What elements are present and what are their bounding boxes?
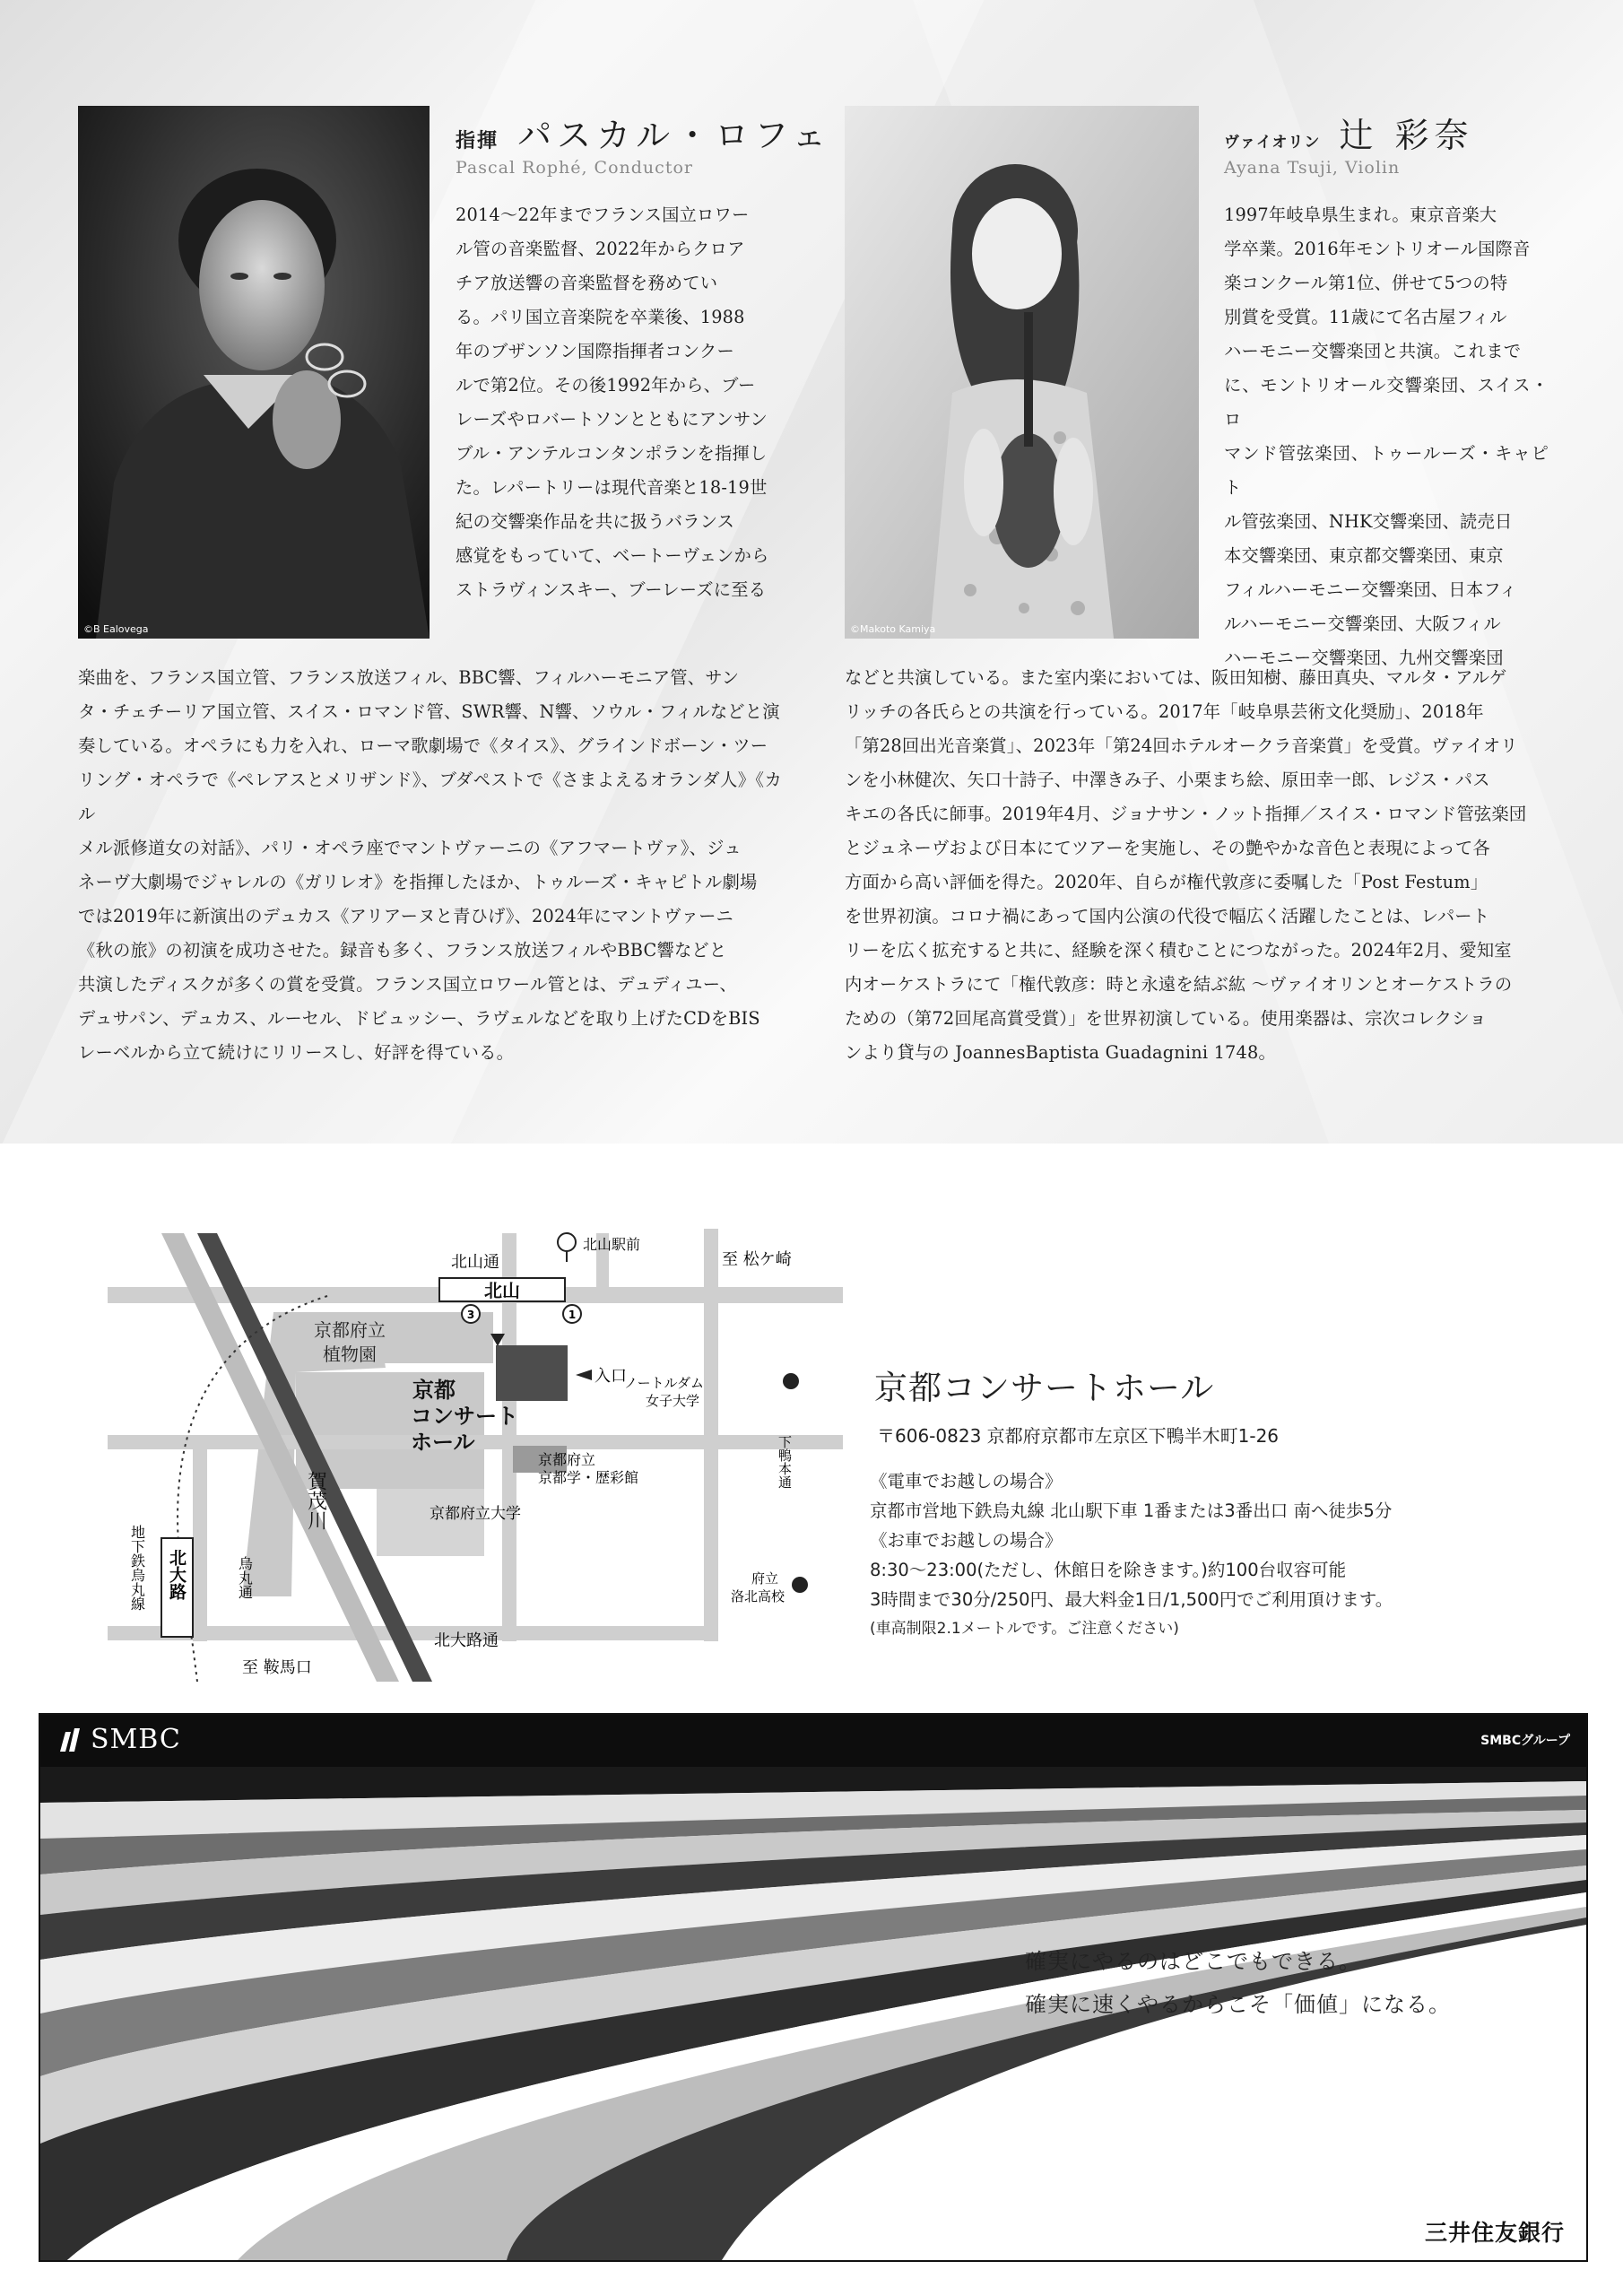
- violinist-bio-narrow: 1997年岐阜県生まれ。東京音楽大 学卒業。2016年モントリオール国際音 楽コンクール第1位、併せて5つの特 別賞を受賞。11歳にて名古屋フィル ハーモニー交響楽団と共演。これまで に、モントリオール交響楽団、スイス・ロ マンド管弦楽団、トゥールーズ・キャピト ル管弦楽団、NHK交響楽団、読売日 本交響楽団、東京都交響楽団、東京 フィルハーモニー交響楽団、日本フィ ルハーモニー交響楽団、大阪フィル ハーモニー交響楽団、九州交響楽団: [1224, 204, 1549, 668]
- ad-copy-line-1: 確実にやるのはどこでもできる。: [1025, 1949, 1361, 1974]
- smbc-group-text: SMBCグループ: [1480, 1734, 1570, 1748]
- entrance-arrow: [576, 1370, 592, 1380]
- ad-copy: [1025, 1940, 1451, 2026]
- car-height-note: (車高制限2.1メートルです。ご注意ください): [870, 1620, 1179, 1638]
- access-map: [108, 1179, 852, 1682]
- conductor-name: パスカル・ロフェ: [517, 116, 832, 155]
- concert-hall-building: [496, 1345, 568, 1401]
- notre-dame-marker: [783, 1373, 799, 1389]
- car-hours: 8:30～23:00(ただし、休館日を除きます。)約100台収容可能: [870, 1560, 1347, 1580]
- violinist-bio-wide: などと共演している。また室内楽においては、阪田知樹、藤田真央、マルタ・アルゲ リッチの各氏らとの共演を行っている。2017年「岐阜県芸術文化奨励」、2018年 「第28回出光音楽賞」、2023年「第24回ホテルオークラ音楽賞」を受賞。ヴァイオリ ンを小林健次、矢口十詩子、中澤きみ子、小栗まち絵、原田幸一郎、レジス・パス キエの各氏に師事。2019年4月、ジョナサン・ノット指揮／スイス・ロマンド管弦楽団 とジュネーヴおよび日本にてツアーを実施し、その艶やかな音色と表現によって各 方面から高い評価を得た。2020年、自らが権代敦彦に委嘱した「Post Festum」 を世界初演。コロナ禍にあって国内公演の代役で幅広く活躍したことは、レパート リーを広く拡充すると共に、経験を深く積むことにつながった。2024年2月、愛知室 内オーケストラにて「権代敦彦：時と永遠を結ぶ紘 ～ヴァイオリンとオーケストラの ための（第72回尾高賞受賞）」を世界初演している。使用楽器は、宗次コレクショ ンより貸与の JoannesBaptista Guadagnini 1748。: [845, 667, 1527, 1063]
- violinist-role: ヴァイオリン: [1224, 134, 1321, 152]
- artist-bios-section: [0, 0, 1623, 1144]
- map-label-rekisaikan-2: 京都学・歴彩館: [538, 1469, 639, 1486]
- map-label-hall-2: コンサート: [411, 1404, 518, 1429]
- car-heading: 《お車でお越しの場合》: [870, 1530, 1063, 1551]
- map-label-kitaoji-dori: 北大路通: [434, 1631, 499, 1650]
- map-label-kamo-river: 賀茂川: [304, 1471, 327, 1530]
- map-label-hall-1: 京都: [412, 1378, 456, 1403]
- station-front-marker: [558, 1233, 576, 1251]
- conductor-portrait-image: [78, 106, 430, 639]
- conductor-romanized-name: Pascal Rophé, Conductor: [456, 158, 693, 178]
- access-section: [0, 1144, 1623, 1704]
- conductor-photo: [78, 106, 430, 639]
- map-label-kitayama: 北山: [484, 1280, 520, 1301]
- venue-address: 〒606-0823 京都府京都市左京区下鴨半木町1-26: [877, 1425, 1280, 1447]
- conductor-heading: [456, 108, 831, 157]
- map-label-notre-dame-2: 女子大学: [645, 1393, 699, 1409]
- violinist-photo: [845, 106, 1199, 639]
- ad-header-bar: [40, 1715, 1586, 1767]
- access-directions: [870, 1466, 1393, 1644]
- map-label-botanical-2: 植物園: [323, 1344, 377, 1365]
- bank-name: 三井住友銀行: [1424, 2220, 1565, 2246]
- map-label-rekisaikan-1: 京都府立: [538, 1451, 596, 1468]
- venue-name: 京都コンサートホール: [874, 1369, 1215, 1407]
- map-label-notre-dame-1: ノートルダム: [624, 1375, 704, 1391]
- map-label-prefectural-univ: 京都府立大学: [430, 1505, 521, 1523]
- violinist-photo-credit: ©Makoto Kamiya: [850, 623, 936, 635]
- map-label-exit-3: 3: [466, 1309, 475, 1321]
- smbc-logo-text: SMBC: [91, 1724, 181, 1755]
- shimogamo-road: [704, 1229, 718, 1641]
- conductor-bio-wide: 楽曲を、フランス国立管、フランス放送フィル、BBC響、フィルハーモニア管、サン タ・チェチーリア国立管、スイス・ロマンド管、SWR響、N響、ソウル・フィルなどと演 奏している。オペラにも力を入れ、ローマ歌劇場で《タイス》、グラインドボーン・ツー リング・オペラで《ペレアスとメリザンド》、ブダペストで《さまよえるオランダ人》《カル メル派修道女の対話》、パリ・オペラ座でマントヴァーニの《アフマートヴァ》、ジュ ネーヴ大劇場でジャレルの《ガリレオ》を指揮したほか、トゥルーズ・キャピトル劇場 では2019年に新演出のデュカス《アリアーヌと青ひげ》、2024年にマントヴァーニ 《秋の旅》の初演を成功させた。録音も多く、フランス放送フィルやBBC響などと 共演したディスクが多くの賞を受賞。フランス国立ロワール管とは、デュディユー、 デュサパン、デュカス、ルーセル、ドビュッシー、ラヴェルなどを取り上げたCDをBIS レーベルから立て続けにリリースし、好評を得ている。: [78, 667, 782, 1063]
- car-fees: 3時間まで30分/250円、最大料金1日/1,500円でご利用頂けます。: [870, 1589, 1393, 1610]
- rakuhoku-marker: [792, 1577, 808, 1593]
- violinist-romanized-name: Ayana Tsuji, Violin: [1224, 158, 1401, 178]
- map-label-rakuhoku-2: 洛北高校: [730, 1588, 785, 1605]
- map-label-exit-1: 1: [568, 1309, 577, 1321]
- map-label-kitaoji: 北大路: [167, 1549, 187, 1600]
- map-label-entrance: 入口: [595, 1367, 627, 1386]
- violinist-portrait-image: [845, 106, 1199, 639]
- map-label-station-front: 北山駅前: [583, 1236, 641, 1253]
- train-directions: 京都市営地下鉄烏丸線 北山駅下車 1番または3番出口 南へ徒歩5分: [870, 1500, 1393, 1521]
- map-label-rakuhoku-1: 府立: [751, 1570, 778, 1587]
- map-label-botanical-1: 京都府立: [314, 1319, 386, 1341]
- map-label-to-matsugasaki: 至 松ケ崎: [722, 1250, 792, 1269]
- map-label-shimogamo: 下鴨本通: [777, 1435, 793, 1489]
- map-label-hall-3: ホール: [411, 1430, 475, 1455]
- train-heading: 《電車でお越しの場合》: [870, 1471, 1063, 1492]
- conductor-bio-narrow: 2014～22年までフランス国立ロワー ル管の音楽監督、2022年からクロア チア放送響の音楽監督を務めてい る。パリ国立音楽院を卒業後、1988 年のブザンソン国際指揮者コンクー ルで第2位。その後1992年から、ブー レーズやロバートソンとともにアンサン ブル・アンテルコンタンポランを指揮し た。レパートリーは現代音楽と18-19世 紀の交響楽作品を共に扱うバランス 感覚をもっていて、ベートーヴェンから ストラヴィンスキー、ブーレーズに至る: [456, 204, 769, 600]
- karasuma-road: [193, 1448, 207, 1641]
- smbc-logo-icon: [56, 1726, 82, 1753]
- violinist-heading: [1224, 108, 1474, 157]
- map-label-kitayama-dori: 北山通: [451, 1253, 499, 1272]
- violinist-name: 辻 彩奈: [1339, 116, 1474, 155]
- map-label-to-kuramaguchi: 至 鞍馬口: [242, 1658, 312, 1677]
- map-label-subway: 地下鉄烏丸線: [128, 1525, 146, 1611]
- map-label-karasuma: 烏丸通: [236, 1556, 254, 1599]
- smbc-advertisement: [39, 1713, 1588, 2262]
- conductor-role: 指揮: [456, 129, 499, 152]
- conductor-photo-credit: ©B Ealovega: [83, 623, 149, 635]
- smbc-logo: [56, 1724, 181, 1755]
- ad-copy-line-2: 確実に速くやるからこそ「価値」になる。: [1025, 1992, 1451, 2017]
- mid-road: [108, 1435, 843, 1449]
